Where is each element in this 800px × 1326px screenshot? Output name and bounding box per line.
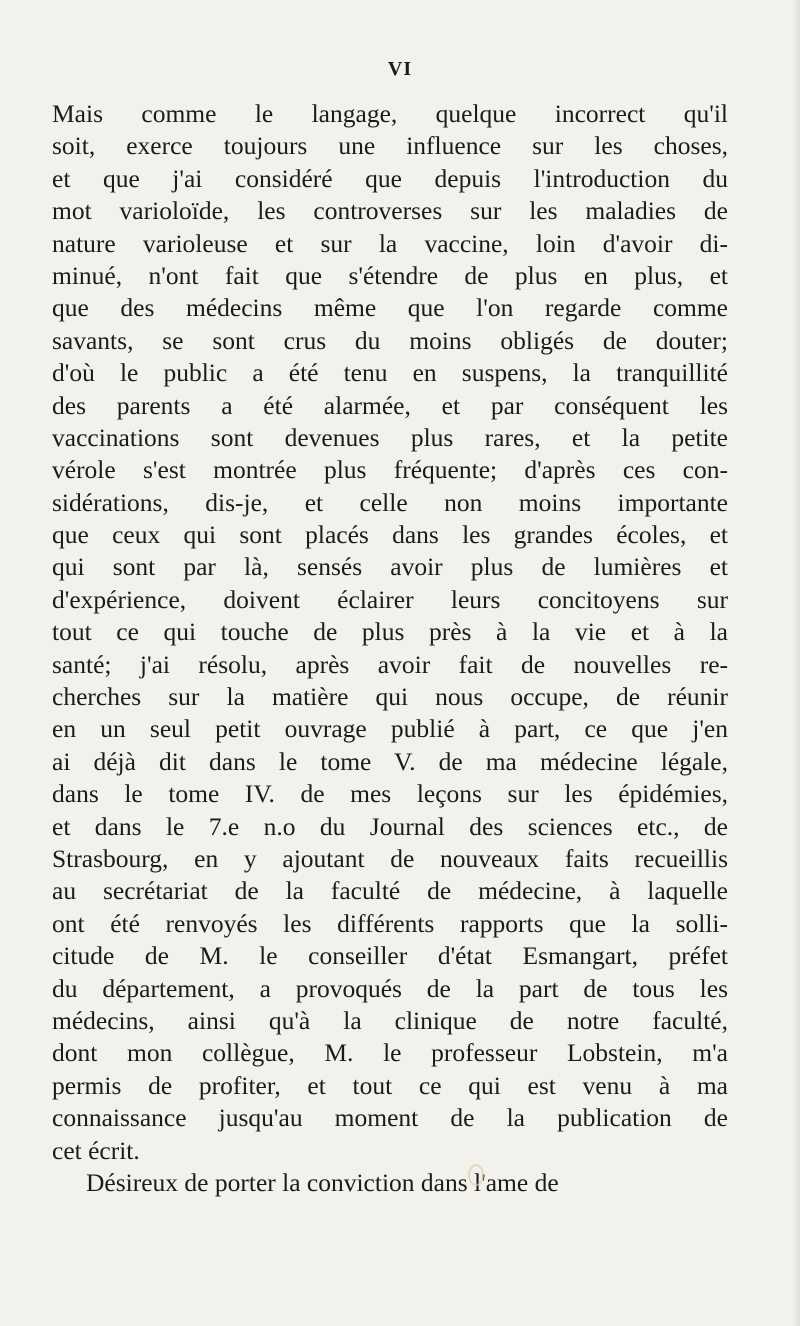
text-line: tout ce qui touche de plus près à la vie et à la — [52, 617, 728, 647]
text-line: du département, a provoqués de la part de tous les — [52, 973, 728, 1003]
text-line: mot varioloïde, les controverses sur les maladies de — [52, 196, 728, 226]
text-line: permis de profiter, et tout ce qui est venu à ma — [52, 1070, 728, 1100]
text-line: nature varioleuse et sur la vaccine, loin d'avoir di- — [52, 228, 728, 258]
text-line: que des médecins même que l'on regarde comme — [52, 293, 728, 323]
page-edge-shadow — [792, 0, 800, 1326]
text-line: qui sont par là, sensés avoir plus de lumières et — [52, 552, 728, 582]
text-line: dans le tome IV. de mes leçons sur les épidémies, — [52, 779, 728, 809]
text-line: que ceux qui sont placés dans les grandes écoles, et — [52, 520, 728, 550]
text-line: santé; j'ai résolu, après avoir fait de nouvelles re- — [52, 649, 728, 679]
text-line: citude de M. le conseiller d'état Esmangart, préfet — [52, 941, 728, 971]
text-line: et dans le 7.e n.o du Journal des sciences etc., de — [52, 811, 728, 841]
text-line: cet écrit. — [52, 1135, 140, 1165]
text-line: Désireux de porter la conviction dans l'ame de — [86, 1167, 559, 1197]
page-number: VI — [387, 58, 413, 80]
text-line: ai déjà dit dans le tome V. de ma médecine légale, — [52, 746, 728, 776]
text-line: savants, se sont crus du moins obligés de douter; — [52, 325, 728, 355]
text-line: d'expérience, doivent éclairer leurs concitoyens sur — [52, 584, 728, 614]
text-line: Mais comme le langage, quelque incorrect qu'il — [52, 99, 728, 128]
text-line: minué, n'ont fait que s'étendre de plus en plus, et — [52, 260, 728, 290]
text-line: d'où le public a été tenu en suspens, la tranquillité — [52, 358, 728, 388]
text-line: dont mon collègue, M. le professeur Lobstein, m'a — [52, 1038, 728, 1068]
paper-stain — [468, 1164, 484, 1186]
text-line: des parents a été alarmée, et par conséquent les — [52, 390, 728, 420]
text-line: ont été renvoyés les différents rapports que la solli- — [52, 908, 728, 938]
text-line: au secrétariat de la faculté de médecine, à laquelle — [52, 876, 728, 906]
text-line: vérole s'est montrée plus fréquente; d'après ces con- — [52, 455, 728, 485]
text-line: en un seul petit ouvrage publié à part, ce que j'en — [52, 714, 728, 744]
text-line: cherches sur la matière qui nous occupe, de réunir — [52, 682, 728, 712]
text-line: médecins, ainsi qu'à la clinique de notre faculté, — [52, 1005, 728, 1035]
body-text — [52, 98, 728, 1199]
text-line: et que j'ai considéré que depuis l'introduction du — [52, 163, 728, 193]
text-line: connaissance jusqu'au moment de la publication de — [52, 1103, 728, 1133]
text-line: vaccinations sont devenues plus rares, et la petite — [52, 422, 728, 452]
text-line: Strasbourg, en y ajoutant de nouveaux faits recueillis — [52, 843, 728, 873]
text-line: sidérations, dis-je, et celle non moins importante — [52, 487, 728, 517]
text-line: soit, exerce toujours une influence sur les choses, — [52, 131, 728, 161]
